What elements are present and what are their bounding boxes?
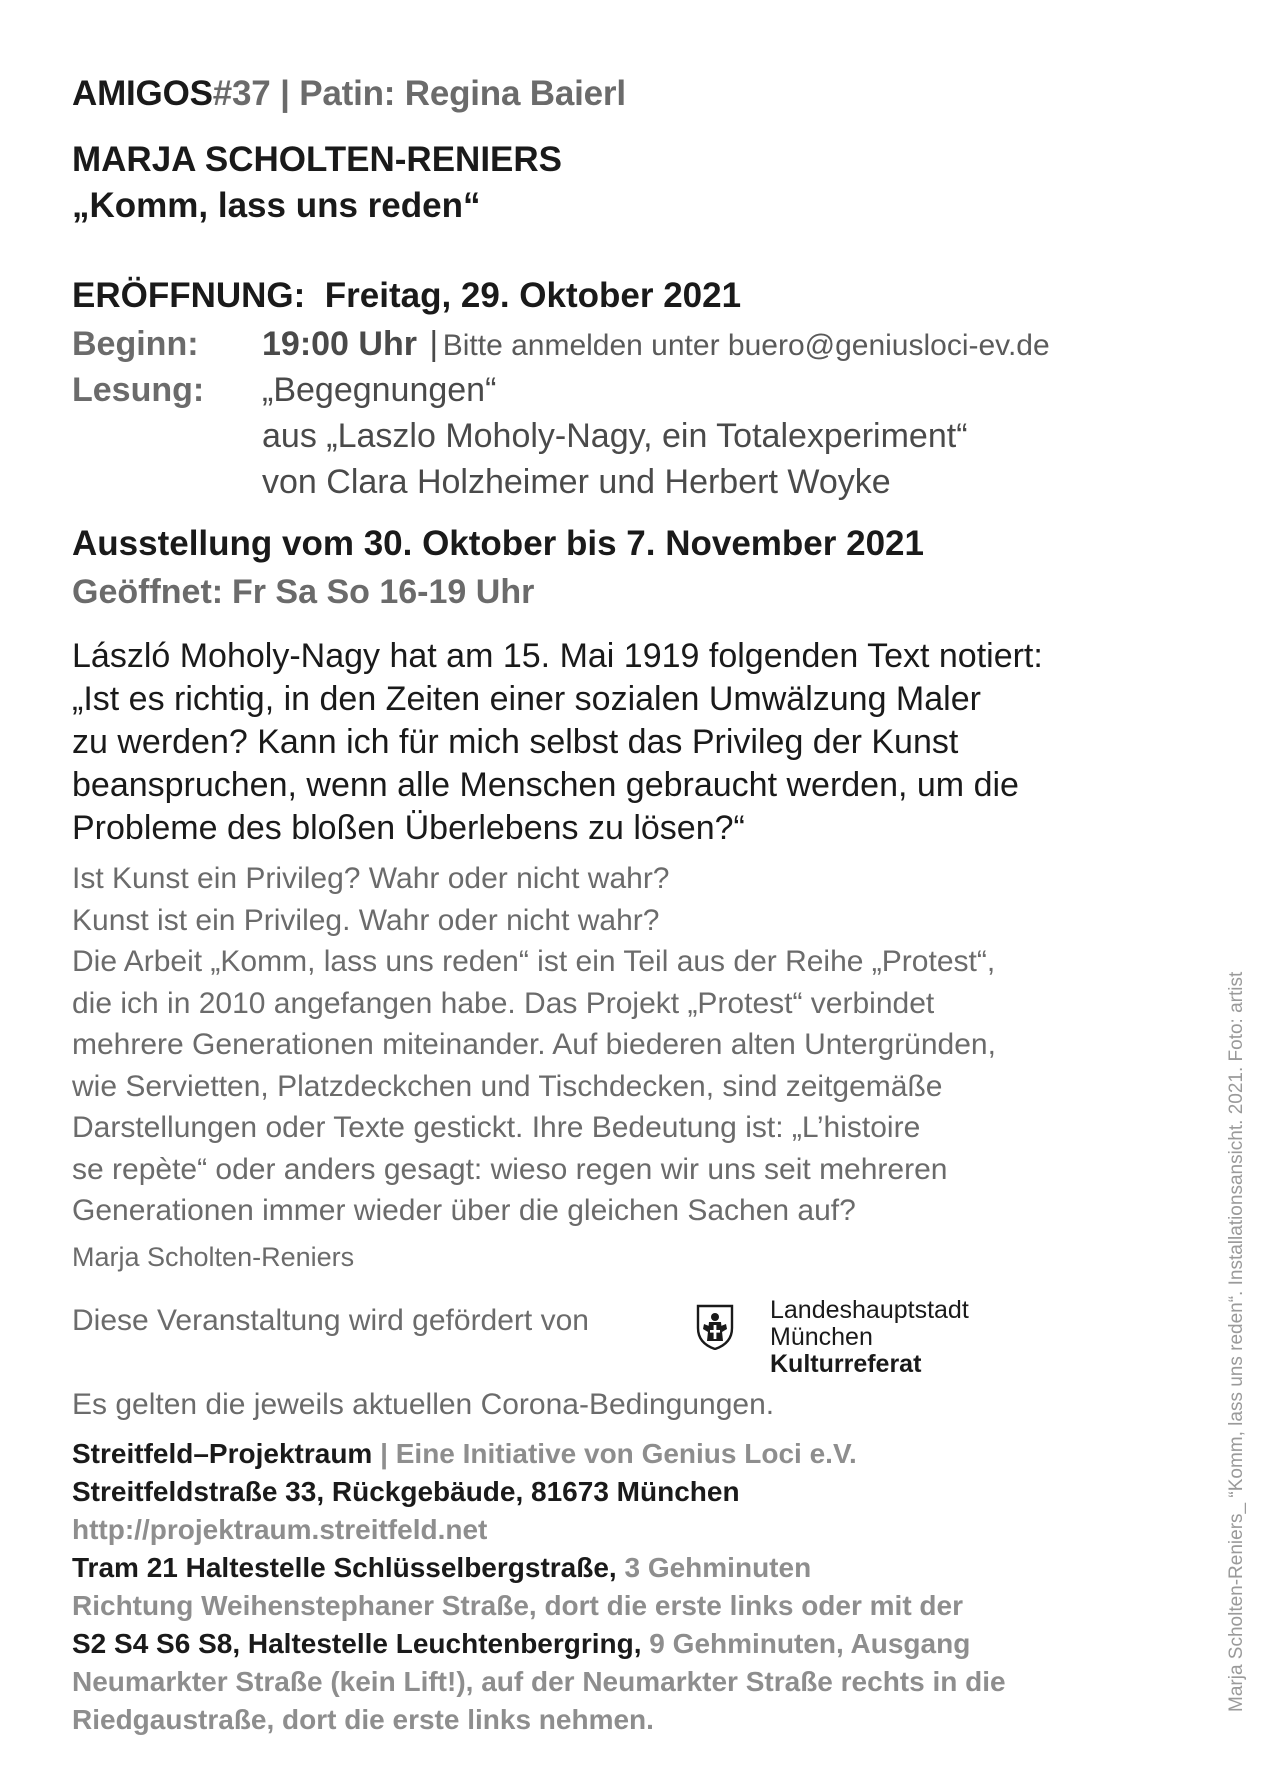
munich-coat-of-arms-icon [696,1304,734,1350]
open-hours: Fr Sa So 16-19 Uhr [231,573,535,611]
header-separator: | [270,74,300,113]
quote-line: zu werden? Kann ich für mich selbst das Privileg der Kunst [72,723,959,761]
city-logo-text [770,1297,969,1378]
statement-line: se repète“ oder anders gesagt: wieso regen wir uns seit mehreren [72,1152,948,1186]
series-name: AMIGOS [72,74,213,113]
sbahn-stop: S2 S4 S6 S8, Haltestelle Leuchtenbergring, [72,1628,642,1659]
tram-line [72,1549,1006,1587]
series-line [72,74,626,114]
statement-line: Die Arbeit „Komm, lass uns reden“ ist ein Teil aus der Reihe „Protest“, [72,945,996,978]
statement-line: wie Servietten, Platzdeckchen und Tischdecken, sind zeitgemäße [72,1069,943,1103]
venue-name: Streitfeld–Projektraum [72,1438,373,1469]
venue-separator: | [372,1438,396,1469]
logo-line-1: Landeshauptstadt [770,1296,969,1324]
quote-line: „Ist es richtig, in den Zeiten einer sozialen Umwälzung Maler [72,680,981,718]
reading-line-3: von Clara Holzheimer und Herbert Woyke [262,463,891,501]
open-label: Geöffnet: [72,573,224,611]
start-label: Beginn: [72,325,199,363]
tram-directions: Richtung Weihenstephaner Straße, dort die erste links oder mit der [72,1590,963,1621]
start-time: 19:00 Uhr [262,325,417,363]
quote-line: beanspruchen, wenn alle Menschen gebraucht werden, um die [72,766,1019,804]
corona-note: Es gelten die jeweils aktuellen Corona-Bedingungen. [72,1388,775,1421]
photo-credit: Marja Scholten-Reniers_ “Komm, lass uns reden“. Installationsansicht. 2021. Foto: artist [1226,971,1247,1712]
venue-address: Streitfeldstraße 33, Rückgebäude, 81673 München [72,1476,740,1507]
exhibition-dates: Ausstellung vom 30. Oktober bis 7. November 2021 [72,524,924,563]
venue-line [72,1435,1006,1473]
opening-date: Freitag, 29. Oktober 2021 [324,276,742,315]
sbahn-directions-1: Neumarkter Straße (kein Lift!), auf der Neumarkter Straße rechts in die [72,1666,1006,1697]
issue-number: #37 [212,74,271,113]
statement-line: Ist Kunst ein Privileg? Wahr oder nicht wahr? [72,862,670,895]
statement-line: Generationen immer wieder über die gleichen Sachen auf? [72,1194,856,1227]
quote-line: László Moholy-Nagy hat am 15. Mai 1919 folgenden Text notiert: [72,637,1043,675]
sbahn-walk: 9 Gehminuten, Ausgang [641,1628,971,1659]
venue-initiative: Eine Initiative von Genius Loci e.V. [395,1438,857,1469]
opening-line [72,276,741,316]
quote-line: Probleme des bloßen Überlebens zu lösen?“ [72,809,745,847]
sbahn-line [72,1625,1006,1663]
work-title: „Komm, lass uns reden“ [72,186,481,225]
venue-block [72,1435,1006,1739]
artist-name: MARJA SCHOLTEN-RENIERS [72,140,563,179]
patron: Patin: Regina Baierl [299,74,626,113]
statement-block [72,858,996,1232]
start-line [262,325,1050,364]
statement-line: die ich in 2010 angefangen habe. Das Projekt „Protest“ verbindet [72,986,935,1020]
quote-block [72,635,1043,850]
statement-line: mehrere Generationen miteinander. Auf biederen alten Untergründen, [72,1028,996,1061]
statement-line: Darstellungen oder Texte gestickt. Ihre Bedeutung ist: „L’histoire [72,1111,921,1144]
logo-line-2: München [770,1323,873,1351]
tram-stop: Tram 21 Haltestelle Schlüsselbergstraße, [72,1552,617,1583]
opening-hours-line [72,573,534,612]
reading-line-1: „Begegnungen“ [262,371,497,409]
signature: Marja Scholten-Reniers [72,1242,355,1272]
reading-line-2: aus „Laszlo Moholy-Nagy, ein Totalexperiment“ [262,417,968,455]
tram-walk: 3 Gehminuten [616,1552,812,1583]
start-separator: | [429,325,439,363]
statement-line: Kunst ist ein Privileg. Wahr oder nicht wahr? [72,903,660,937]
venue-url[interactable]: http://projektraum.streitfeld.net [72,1514,488,1545]
registration-note: Bitte anmelden unter buero@geniusloci-ev.de [442,329,1050,362]
opening-label: ERÖFFNUNG: [72,276,306,315]
logo-line-3: Kulturreferat [770,1350,922,1378]
sponsor-text: Diese Veranstaltung wird gefördert von [72,1304,589,1337]
reading-label: Lesung: [72,371,205,409]
sbahn-directions-2: Riedgaustraße, dort die erste links nehmen. [72,1704,654,1735]
